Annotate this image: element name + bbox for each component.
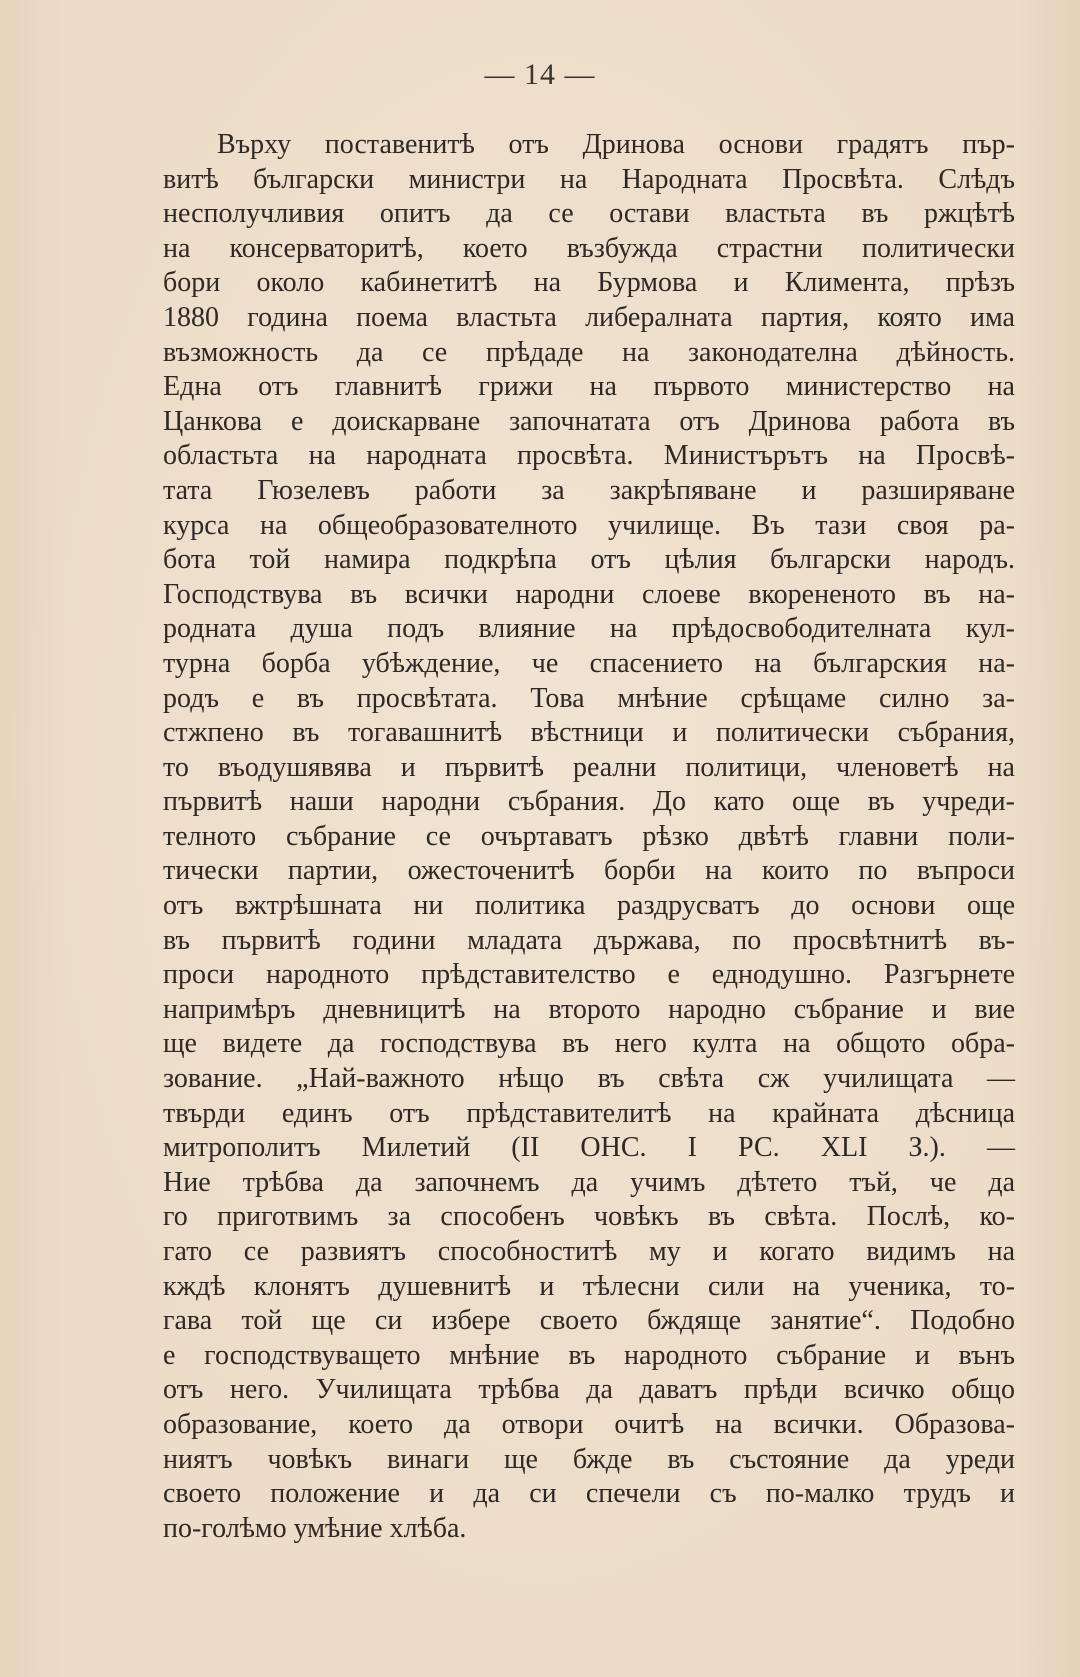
text-line: е господствуващето мнѣние въ народното събрание и вънъ xyxy=(163,1339,1015,1371)
text-line: бота той намира подкрѣпа отъ цѣлия български народъ. xyxy=(163,544,1015,576)
text-line: родната душа подъ влияние на прѣдосвободителната кул- xyxy=(163,613,1015,645)
text-line: гато се развиятъ способноститѣ му и когато видимъ на xyxy=(163,1236,1015,1267)
text-line: твърди единъ отъ прѣдставителитѣ на крайната дѣсница xyxy=(163,1097,1015,1129)
text-line: Една отъ главнитѣ грижи на първото министерство на xyxy=(163,371,1015,403)
text-line: несполучливия опитъ да се остави властьта въ ржцѣтѣ xyxy=(163,198,1015,230)
text-line: митрополитъ Милетий (II ОНС. I РС. XLI З.). — xyxy=(163,1132,1015,1164)
text-line: бори около кабинетитѣ на Бурмова и Климента, прѣзъ xyxy=(163,267,1015,299)
text-line: Цанкова е доискарване започнатата отъ Дринова работа въ xyxy=(163,405,1015,437)
text-line: то въодушявява и първитѣ реални политици, членоветѣ на xyxy=(163,751,1015,783)
text-line: по-голѣмо умѣние хлѣба. xyxy=(163,1512,467,1544)
body-paragraph xyxy=(163,128,1015,1546)
text-line: гава той ще си избере своето бждяще занятие“. Подобно xyxy=(163,1305,1015,1337)
text-line: отъ вжтрѣшната ни политика раздрусватъ до основи още xyxy=(163,890,1015,922)
page-number: — 14 — xyxy=(484,58,596,91)
text-line: отъ него. Училищата трѣбва да даватъ прѣди всичко общо xyxy=(163,1374,1015,1406)
text-line: 1880 година поема властьта либералната партия, която има xyxy=(163,301,1015,333)
text-line: възможность да се прѣдаде на законодателна дѣйность. xyxy=(163,336,1015,368)
text-line: проси народното прѣдставителство е еднодушно. Разгърнете xyxy=(163,959,1015,991)
text-line: ще видете да господствува въ него култа на общото обра- xyxy=(163,1028,1015,1060)
text-line: Ние трѣбва да започнемъ да учимъ дѣтето тъй, че да xyxy=(163,1166,1015,1198)
text-line: родъ е въ просвѣтата. Това мнѣние срѣщаме силно за- xyxy=(163,682,1015,714)
text-line: Господствува въ всички народни слоеве вкорененото въ на- xyxy=(163,578,1015,610)
text-line: въ първитѣ години младата държава, по просвѣтнитѣ въ- xyxy=(163,924,1015,956)
text-line: тата Гюзелевъ работи за закрѣпяване и разширяване xyxy=(163,474,1015,506)
text-line: курса на общеобразователното училище. Въ тази своя ра- xyxy=(163,509,1015,541)
text-line: стжпено въ тогавашнитѣ вѣстници и политически събрания, xyxy=(163,717,1015,749)
text-line: напримѣръ дневницитѣ на второто народно събрание и вие xyxy=(163,993,1015,1025)
text-line: на консерваторитѣ, което възбужда страстни политически xyxy=(163,232,1015,264)
text-line: първитѣ наши народни събрания. До като още въ учреди- xyxy=(163,786,1015,818)
text-line: телното събрание се очъртаватъ рѣзко двѣтѣ главни поли- xyxy=(163,820,1015,852)
text-line: витѣ български министри на Народната Просвѣта. Слѣдъ xyxy=(163,163,1015,195)
text-line: турна борба убѣждение, че спасението на българския на- xyxy=(163,647,1015,679)
text-line: го приготвимъ за способенъ човѣкъ въ свѣта. Послѣ, ко- xyxy=(163,1201,1015,1233)
text-line: ниятъ човѣкъ винаги ще бжде въ състояние да уреди xyxy=(163,1443,1015,1475)
text-line: зование. „Най-важното нѣщо въ свѣта сж училищата — xyxy=(163,1063,1015,1095)
text-line: областьта на народната просвѣта. Министърътъ на Просвѣ- xyxy=(163,440,1015,472)
text-line: своето положение и да си спечели съ по-малко трудъ и xyxy=(163,1478,1015,1510)
text-line: Върху поставенитѣ отъ Дринова основи градятъ пър- xyxy=(217,129,1015,160)
text-line: кждѣ клонятъ душевнитѣ и тѣлесни сили на ученика, то- xyxy=(163,1270,1015,1302)
text-line: образование, което да отвори очитѣ на всички. Образова- xyxy=(163,1408,1015,1440)
text-line: тически партии, ожесточенитѣ борби на които по въпроси xyxy=(163,855,1015,887)
